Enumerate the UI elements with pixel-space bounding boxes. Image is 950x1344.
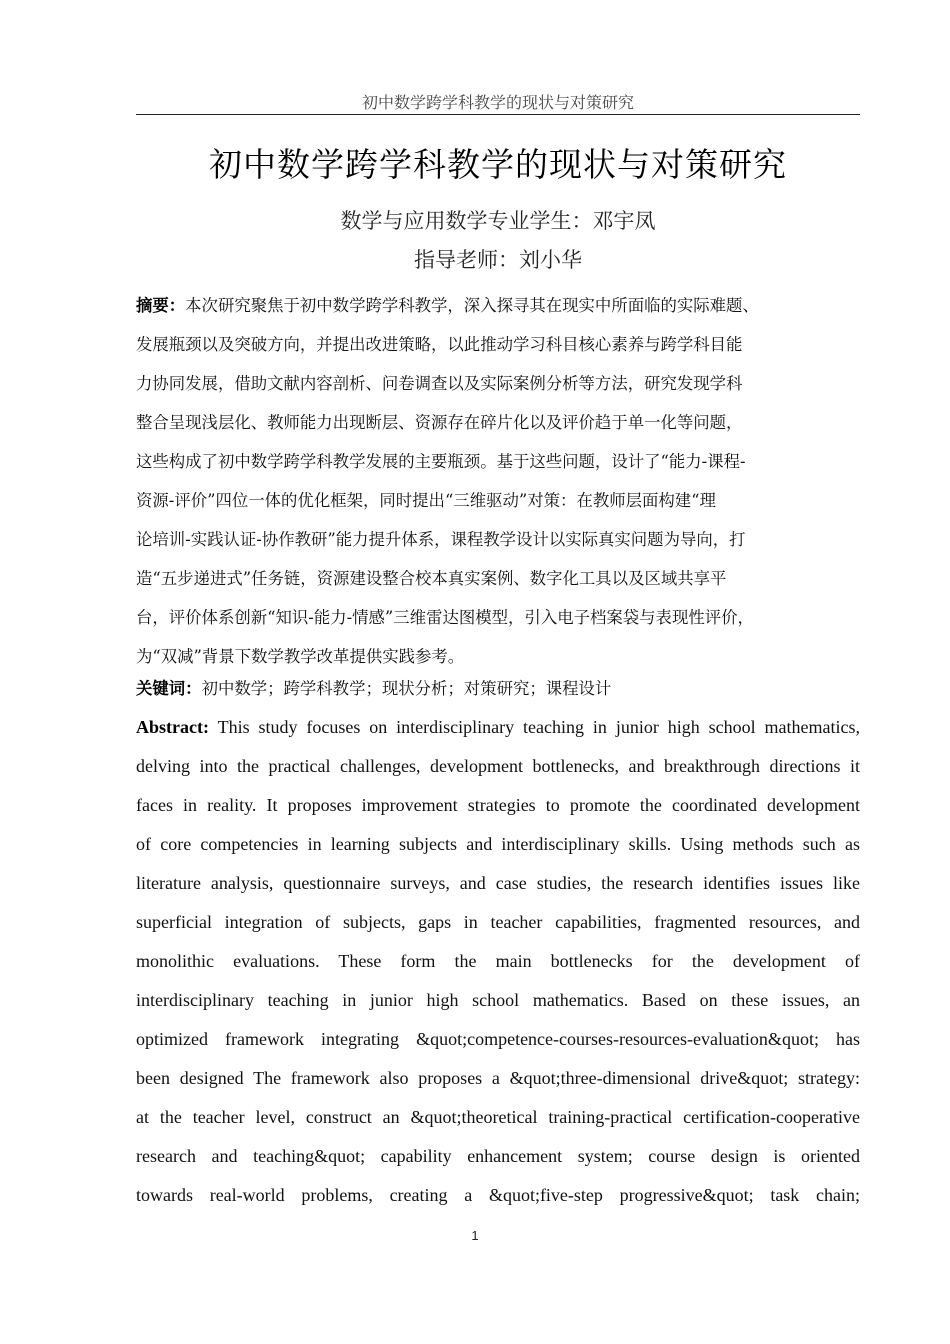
abstract-line: interdisciplinary teaching in junior high school mathematics. Based on these issues, an (136, 990, 860, 1010)
abstract-line: faces in reality. It proposes improvement strategies to promote the coordinated development (136, 795, 860, 815)
author-line: 数学与应用数学专业学生：邓宇凤 (340, 209, 656, 233)
abstract-line: of core competencies in learning subjects and interdisciplinary skills. Using methods such as (136, 834, 860, 854)
abstract-line: at the teacher level, construct an &quot;theoretical training-practical certification-cooperative (136, 1107, 860, 1127)
abstract-line: 资源-评价”四位一体的优化框架，同时提出“三维驱动”对策：在教师层面构建“理 (136, 491, 716, 510)
abstract-line: towards real-world problems, creating a &quot;five-step progressive&quot; task chain; (136, 1185, 860, 1205)
abstract-line: delving into the practical challenges, development bottlenecks, and breakthrough directions it (136, 756, 860, 776)
abstract-line: optimized framework integrating &quot;competence-courses-resources-evaluation&quot; has (136, 1029, 860, 1049)
keywords-label: 关键词： (136, 679, 202, 698)
page-number: 1 (471, 1228, 479, 1243)
advisor-line: 指导老师：刘小华 (414, 248, 582, 272)
abstract-line: 论培训-实践认证-协作教研”能力提升体系，课程教学设计以实际真实问题为导向，打 (136, 530, 746, 549)
abstract-line: superficial integration of subjects, gaps in teacher capabilities, fragmented resources, and (136, 912, 860, 932)
abstract-line: monolithic evaluations. These form the main bottlenecks for the development of (136, 951, 860, 971)
abstract-line: 这些构成了初中数学跨学科教学发展的主要瓶颈。基于这些问题，设计了“能力-课程- (136, 452, 746, 471)
abstract-line: 力协同发展，借助文献内容剖析、问卷调查以及实际案例分析等方法，研究发现学科 (136, 374, 743, 393)
paper-title: 初中数学跨学科教学的现状与对策研究 (209, 145, 787, 184)
abstract-line: 整合呈现浅层化、教师能力出现断层、资源存在碎片化以及评价趋于单一化等问题， (136, 413, 743, 432)
abstract-line: 发展瓶颈以及突破方向，并提出改进策略，以此推动学习科目核心素养与跨学科目能 (136, 335, 743, 354)
abstract-line: been designed The framework also proposes a &quot;three-dimensional drive&quot; strategy: (136, 1068, 860, 1088)
abstract-line: 台，评价体系创新“知识-能力-情感”三维雷达图模型，引入电子档案袋与表现性评价， (136, 608, 754, 627)
abstract-line: 为“双减”背景下数学教学改革提供实践参考。 (136, 647, 465, 666)
running-header: 初中数学跨学科教学的现状与对策研究 (361, 93, 634, 112)
abstract-line: research and teaching&quot; capability enhancement system; course design is oriented (136, 1146, 860, 1166)
abstract-line: 造“五步递进式”任务链，资源建设整合校本真实案例、数字化工具以及区域共享平 (136, 569, 727, 588)
keywords (136, 675, 860, 703)
abstract-line: 摘要：本次研究聚焦于初中数学跨学科教学，深入探寻其在现实中所面临的实际难题、 (136, 296, 759, 315)
english-abstract (136, 708, 860, 1215)
chinese-abstract (136, 286, 864, 676)
header-rule (136, 114, 860, 115)
abstract-line: literature analysis, questionnaire surveys, and case studies, the research identifies issues like (136, 873, 860, 893)
keywords-text: 初中数学；跨学科教学；现状分析；对策研究；课程设计 (201, 679, 612, 698)
abstract-label: Abstract: (136, 717, 209, 737)
abstract-line: Abstract: This study focuses on interdisciplinary teaching in junior high school mathematics, (136, 717, 860, 737)
abstract-label: 摘要： (136, 296, 186, 315)
